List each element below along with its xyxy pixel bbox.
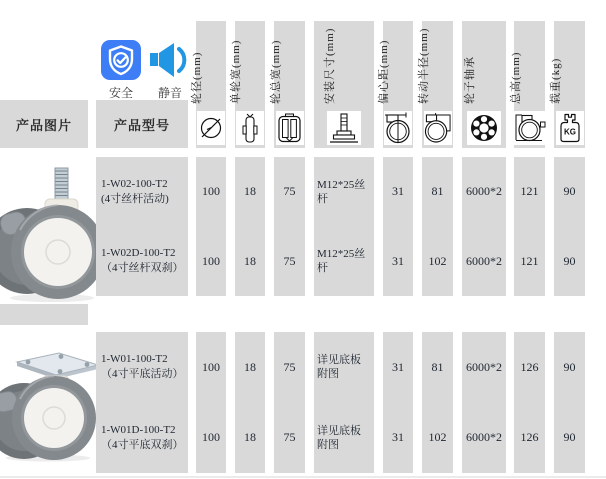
total-wheel-width-band-section1 xyxy=(274,157,305,296)
product-model-header: 产品型号 xyxy=(96,100,188,148)
value-cell: 详见底板附图 xyxy=(317,424,361,451)
load-capacity-band-section1 xyxy=(554,157,585,296)
value-cell: 121 xyxy=(520,253,539,268)
value-cell: 6000*2 xyxy=(466,430,502,445)
offset-distance-band-section2 xyxy=(383,332,413,473)
value-cell: 31 xyxy=(392,359,404,374)
column-label: 轮子轴承 xyxy=(464,56,476,104)
model-cell xyxy=(96,227,188,297)
column-label: 轮总宽(mm) xyxy=(269,39,282,104)
value-cell: 126 xyxy=(520,430,539,445)
diameter-icon xyxy=(197,111,225,145)
single-wheel-width-band-section2 xyxy=(235,332,265,473)
value-cell: 6000*2 xyxy=(466,184,502,199)
value-cell: 75 xyxy=(283,184,296,199)
value-cell: 100 xyxy=(202,253,220,268)
value-cell: 100 xyxy=(202,430,220,445)
model-variant: （4寸丝杆双刹） xyxy=(101,262,184,275)
mute-label: 静音 xyxy=(157,86,182,100)
product-photo-plate-caster xyxy=(0,332,105,462)
column-header-offset-distance xyxy=(378,21,413,148)
model-number: 1-W02D-100-T2 xyxy=(101,247,176,260)
model-variant: （4寸平底活动） xyxy=(101,368,184,381)
column-label: 偏心距(mm) xyxy=(378,39,390,104)
mounting-size-band-section2 xyxy=(314,332,374,473)
column-header-turning-radius xyxy=(417,21,453,148)
value-cell: 102 xyxy=(428,253,447,268)
product-photo-stem-caster xyxy=(0,157,100,303)
model-cell xyxy=(96,157,188,227)
value-cell: 6000*2 xyxy=(466,253,502,268)
weight-kg-icon xyxy=(556,111,584,145)
column-label: 安装尺寸(mm) xyxy=(324,27,336,104)
stem-mount-icon xyxy=(327,111,361,145)
value-cell: 90 xyxy=(563,430,576,445)
total-height-band-section1 xyxy=(514,157,545,296)
column-label: 总高(mm) xyxy=(509,51,522,104)
bottom-divider-line xyxy=(0,476,606,478)
total-wheel-width-band-section2 xyxy=(274,332,305,473)
value-cell: 102 xyxy=(428,430,447,445)
value-cell: 6000*2 xyxy=(466,359,502,374)
offset-distance-band-section1 xyxy=(383,157,413,296)
wheel-diameter-band-section2 xyxy=(196,332,226,473)
value-cell: 81 xyxy=(431,184,444,199)
model-variant: （4寸平底双刹） xyxy=(101,438,184,451)
value-cell: 75 xyxy=(283,430,296,445)
value-cell: 31 xyxy=(392,253,404,268)
column-header-total-height xyxy=(509,21,545,148)
value-cell: 126 xyxy=(520,359,539,374)
value-cell: 121 xyxy=(520,184,539,199)
value-cell: 90 xyxy=(563,184,576,199)
value-cell: 100 xyxy=(202,184,220,199)
safety-label: 安全 xyxy=(108,86,133,100)
column-label: 轮径(mm) xyxy=(191,51,203,104)
single-wheel-width-band-section1 xyxy=(235,157,265,296)
column-label: 单轮宽(mm) xyxy=(230,39,242,104)
load-capacity-band-section2 xyxy=(554,332,585,473)
model-cell xyxy=(96,403,188,474)
turning-radius-band-section2 xyxy=(422,332,453,473)
turning-radius-band-section1 xyxy=(422,157,453,296)
caster-radius-icon xyxy=(424,111,452,145)
value-cell: 90 xyxy=(563,253,576,268)
bearing-icon xyxy=(467,111,501,145)
column-header-load-capacity xyxy=(549,21,585,148)
value-cell: 100 xyxy=(202,359,220,374)
double-wheel-icon xyxy=(276,111,304,145)
total-height-band-section2 xyxy=(514,332,545,473)
kg-icon-text: KG xyxy=(563,127,576,137)
value-cell: 18 xyxy=(244,184,256,199)
image-column-divider xyxy=(0,304,88,325)
model-number: 1-W01D-100-T2 xyxy=(101,423,176,436)
value-cell: 75 xyxy=(283,253,296,268)
value-cell: M12*25丝杆 xyxy=(317,178,366,205)
value-cell: M12*25丝杆 xyxy=(317,248,366,275)
column-label: 载重(kg) xyxy=(549,57,562,104)
value-cell: 18 xyxy=(244,359,256,374)
wheel-diameter-band-section1 xyxy=(196,157,226,296)
model-number: 1-W02-100-T2 xyxy=(101,177,168,190)
model-cell xyxy=(96,332,188,403)
value-cell: 31 xyxy=(392,184,404,199)
caster-height-icon xyxy=(513,111,547,145)
column-header-total-wheel-width xyxy=(269,21,305,148)
model-band-section1 xyxy=(96,157,188,296)
column-header-mounting-size xyxy=(314,21,374,148)
wheel-bearing-band-section2 xyxy=(462,332,506,473)
value-cell: 31 xyxy=(392,430,404,445)
value-cell: 18 xyxy=(244,430,256,445)
model-number: 1-W01-100-T2 xyxy=(101,353,168,366)
wheel-bearing-band-section1 xyxy=(462,157,506,296)
single-wheel-icon xyxy=(236,111,264,145)
value-cell: 75 xyxy=(283,359,296,374)
model-band-section2 xyxy=(96,332,188,473)
product-image-header: 产品图片 xyxy=(0,100,88,148)
mute-speaker-icon xyxy=(147,40,193,82)
column-header-wheel-diameter xyxy=(191,21,226,148)
safety-shield-icon xyxy=(101,40,141,80)
mounting-size-band-section1 xyxy=(314,157,374,296)
caster-offset-icon xyxy=(384,111,412,145)
value-cell: 81 xyxy=(431,359,444,374)
column-header-wheel-bearing xyxy=(462,21,506,148)
value-cell: 详见底板附图 xyxy=(317,354,361,381)
value-cell: 90 xyxy=(563,359,576,374)
value-cell: 18 xyxy=(244,253,256,268)
model-variant: (4寸丝杆活动) xyxy=(101,192,169,205)
column-label: 转动半径(mm) xyxy=(417,27,430,104)
column-header-single-wheel-width xyxy=(230,21,265,148)
